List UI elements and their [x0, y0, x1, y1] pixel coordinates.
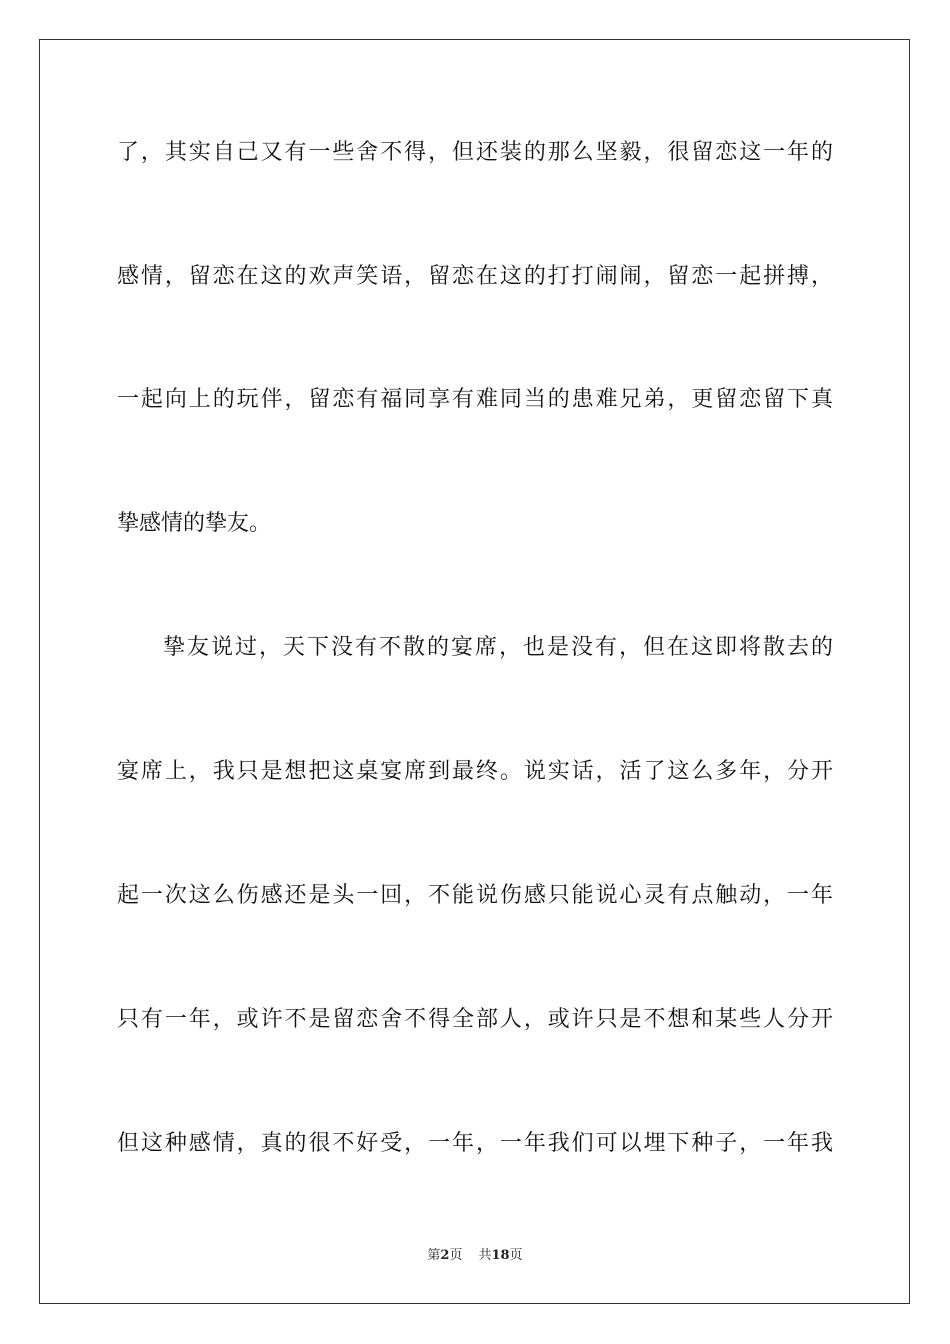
- current-page-number: 2: [440, 1248, 450, 1263]
- total-prefix: 共: [478, 1248, 492, 1263]
- body-text-line: 了，其实自己又有一些舍不得，但还装的那么坚毅，很留恋这一年的: [117, 140, 833, 165]
- body-text-line: 但这种感情，真的很不好受，一年，一年我们可以埋下种子，一年我: [117, 1131, 833, 1156]
- paragraph-first-line: 挚友说过，天下没有不散的宴席，也是没有，但在这即将散去的: [163, 635, 833, 660]
- page-prefix: 第: [427, 1248, 441, 1263]
- body-text-line: 一起向上的玩伴，留恋有福同享有难同当的患难兄弟，更留恋留下真: [117, 387, 833, 412]
- total-page-number: 18: [491, 1248, 510, 1263]
- body-text-line: 挚感情的挚友。: [117, 511, 272, 536]
- body-text-line: 只有一年，或许不是留恋舍不得全部人，或许只是不想和某些人分开: [117, 1007, 833, 1032]
- body-text-line: 宴席上，我只是想把这桌宴席到最终。说实话，活了这么多年，分开: [117, 759, 833, 784]
- page-border: [39, 39, 910, 1304]
- body-text-line: 起一次这么伤感还是头一回，不能说伤感只能说心灵有点触动，一年: [117, 883, 833, 908]
- body-text-line: 感情，留恋在这的欢声笑语，留恋在这的打打闹闹，留恋一起拼搏，: [117, 264, 833, 289]
- total-suffix: 页: [509, 1248, 523, 1263]
- page-suffix: 页: [449, 1248, 463, 1263]
- page-footer: [0, 1247, 950, 1265]
